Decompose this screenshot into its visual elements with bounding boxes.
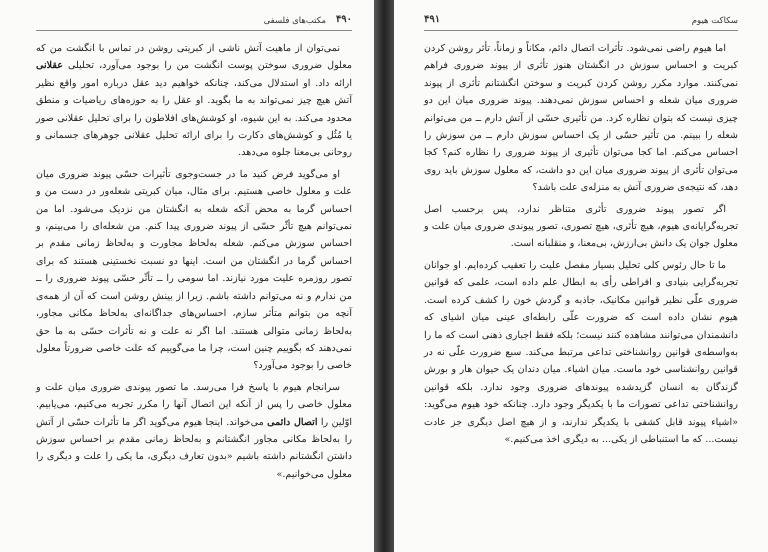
paragraph: ما تا حال رئوس کلی تحلیل بسیار مفصل علیت را تعقیب کرده‌ایم. او جوانان تجربه‌گرایی بنیادی و افراطی رأی به ابطال علم داده است، علمی که قوانین ضروری علّی نظیر قوانین مکانیک، جاذبه و گردش خون را کشف کرده است. هیوم نشان داده است که ضرورت علّی رابطه‌ای عینی میان اشیای که دانشمندان می‌توانند مشاهده کنند نیست؛ بلکه فقط اجباری ذهنی است که ما را به‌واسطه‌ی قوانین روانشناختی تداعی مرتبط می‌کند. سبع ضرورت علّی نه در قوانین روانشناسی خود ماست. میان اشیاء. میان دندان یک حیوان هار و بورش گزندگان به انسان گزیدشده پیوندهای ضروری وجود ندارد. بلکه قوانین روانشناختی تداعی تصورات ما با یکدیگر وجود دارد. چنانکه خود هیوم می‌گوید: «اشیاء پیوند قابل کشفی با یکدیگر ندارند، و از هیچ اصل دیگری جز عادت نیست... که ما استنباطی از یکی... به دیگری اخذ می‌کنیم.» <box>424 259 738 445</box>
right-page-body <box>424 40 738 448</box>
paragraph: اما هیوم راضی نمی‌شود. تأثرات اتصال دائم، مکاناً و زماناً، تأثر روشن کردن کبریت و احساس سوزش در انگشتان هنوز تأثری از پیوند ضروری فراهم نمی‌کنند. موارد مکرر روشن کردن کبریت و سوختن انگشتانم تأثری از پیوند ضروری میان شعله و احساس سوزش نمی‌دهند. پیوند ضروری میان این دو چیزی نیست که بتوان نظاره کرد. من تأثیری حسّی از آتش دارم ــ من می‌توانم شعله را ببینم. من تأثیر حسّی از یک احساس سوزش دارم ــ من سوزش را احساس می‌کنم. اما کجا می‌توان تأثیری از پیوند ضروری را نظاره کنم؟ کجا می‌توان تأثری از پیوند ضروری میان این دو داشت، که معلول سوزش باید روی دهد، که نتیجه‌ی ضروری آتش به منزله‌ی علت باشد؟ <box>424 43 738 194</box>
left-page-header <box>36 14 352 31</box>
left-page-body <box>36 40 352 483</box>
paragraph: او می‌گوید فرض کنید ما در جست‌وجوی تأثیرات حسّی پیوند ضروری میان علت و معلول خاصی هستیم. برای مثال، میان کبریتی شعله‌ور در دست من و احساس گرما به محض آنکه شعله به انگشتان من نزدیک می‌شود. اما من نمی‌توانم هیچ تأثّر حسّی از پیوند ضروری پیدا کنم. من شعله‌ای را می‌بینم، و احساس سوزش می‌کنم. شعله به‌لحاظ مجاورت و به‌لحاظ زمانی مقدم بر احساس گرما در انگشتان من است. اینها دو نسبت نخستینی هستند که برای تصور روزمره علیت مورد نیازند. اما سومی را ــ تأثّر حسّی پیوند ضروری را ــ من ندارم و نه می‌توانم داشته باشم. زیرا از بینش روشن است که آن از همه‌ی آنچه من بتوانم متأثر سازم، احساس‌های جداگانه‌ای به‌لحاظ مکانی مجاور، به‌لحاظ زمانی متوالی هستند. اما اگر نه علت و نه تأثرات حسّی به ما حق نمی‌دهند که بگوییم چنین است، چرا ما می‌گوییم که علت خاصی ضرورتاً معلول خاصی را بوجود می‌آورد؟ <box>36 168 352 372</box>
page-number: ۴۹۰ <box>335 14 352 25</box>
page-number: ۴۹۱ <box>424 14 441 25</box>
paragraph: سرانجام هیوم با پاسخ فرا می‌رسد. ما تصور پیوندی ضروری میان علت و معلول خاصی را پس از آنکه این اتصال آنها را مکرر تجربه می‌کنیم، می‌یابیم. اوّلین را اتصال دائمی می‌خواند. اینجا هیوم می‌گوید اگر ما تأثرات حسّی از آتش را به‌لحاظ مکانی مجاور انگشتانم و به‌لحاظ زمانی مقدم بر احساس سوزش داشتن انگشتانم داشته باشیم «بدون تعارف دیگری، ما یکی را علت و دیگری را معلول می‌خوانیم.» <box>36 381 352 480</box>
running-title: مکتب‌های فلسفی <box>263 16 326 26</box>
paragraph: اگر تصور پیوند ضروری تأثری متناظر ندارد، پس برحسب اصل تجربه‌گرایانه‌ی هیوم، هیچ تأثری، هیچ تصوری، تصور پیوندی ضروری میان علت و معلول جوان یک دانش بی‌ارزش، بی‌معنا، و منقلبانه است. <box>424 203 738 250</box>
book-gutter <box>374 0 394 552</box>
paragraph: نمی‌توان از ماهیت آتش ناشی از کبریتی روشن در تماس با انگشت من که معلول ضروری سوختن پوست انگشت من را بوجود می‌آورد، تحلیلی عقلانی ارائه داد. او استدلال می‌کند، چنانکه خواهیم دید عقل درباره امور واقع نظیر آتش هیچ چیز نمی‌تواند به ما بگوید. او عقل را به حوزه‌های ریاضیات و منطق محدود می‌کند. به این شیوه، او کوشش‌های افلاطون را برای تحلیل عقلانی صور یا مُثُل و کوشش‌های دکارت را برای ارائه تحلیل عقلانی جوهرهای جسمانی و روحانی بی‌معنا جلوه می‌دهد. <box>36 43 352 159</box>
left-page <box>0 0 374 552</box>
right-page-header <box>424 14 738 31</box>
running-title: سکاکت هیوم <box>691 16 738 26</box>
right-page <box>394 0 768 552</box>
